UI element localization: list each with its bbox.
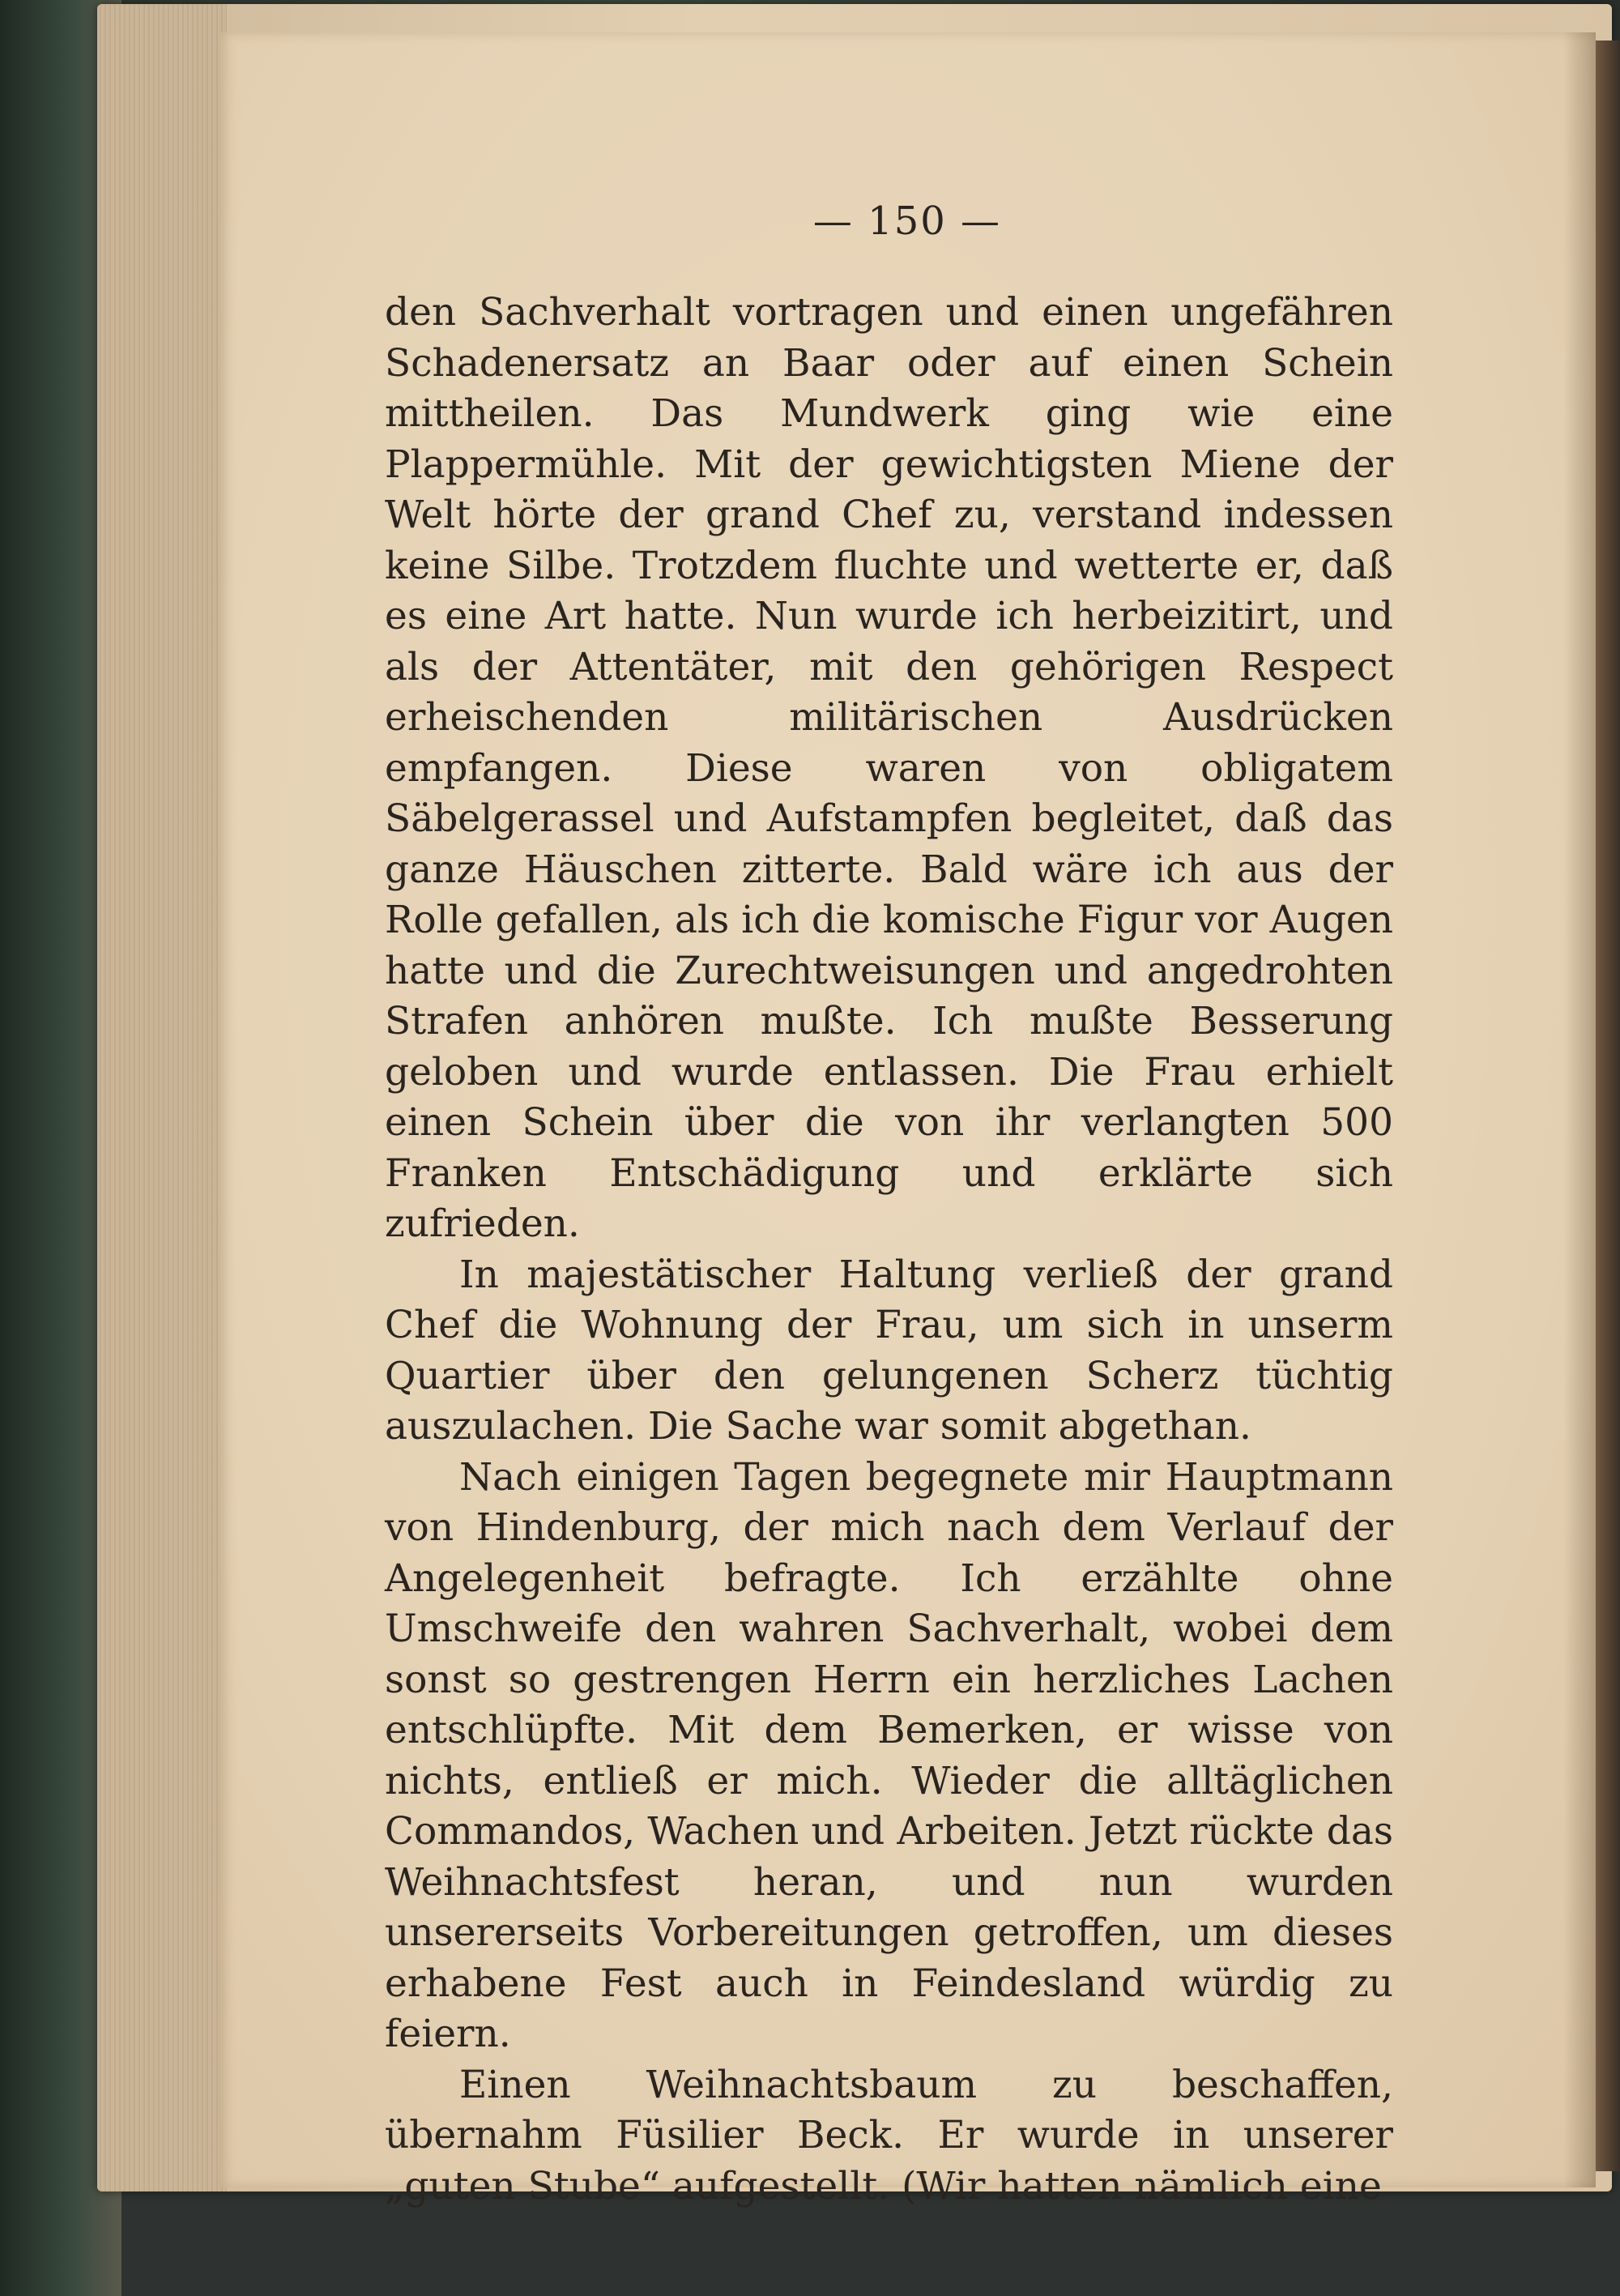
- paragraph-3: Nach einigen Tagen begegnete mir Hauptmann von Hindenburg, der mich nach dem Verlauf der Angelegenheit befragte. Ich erzählte ohne Umschweife den wahren Sachverhalt, wobei dem sonst so gestrengen Herrn ein herzliches Lachen entschlüpfte. Mit dem Bemerken, er wisse von nichts, entließ er mich. Wieder die alltäglichen Commandos, Wachen und Arbeiten. Jetzt rückte das Weihnachtsfest heran, und nun wurden unsererseits Vorbereitungen getroffen, um dieses erhabene Fest auch in Feindesland würdig zu feiern.: [385, 1454, 1393, 2056]
- paragraph-4: Einen Weihnachtsbaum zu beschaffen, übernahm Füsilier Beck. Er wurde in unserer „guten Stube“ aufgestellt. (Wir hatten nämlich eine: [385, 2062, 1393, 2209]
- paragraph-2: In majestätischer Haltung verließ der grand Chef die Wohnung der Frau, um sich in unserm Quartier über den gelungenen Scherz tüchtig auszulachen. Die Sache war somit abgethan.: [385, 1252, 1393, 1449]
- page-text: [385, 288, 1393, 2209]
- paragraph-1: den Sachverhalt vortragen und einen ungefähren Schadenersatz an Baar oder auf einen Schein mittheilen. Das Mundwerk ging wie eine Plappermühle. Mit der gewichtigsten Miene der Welt hörte der grand Chef zu, verstand indessen keine Silbe. Trotzdem fluchte und wetterte er, daß es eine Art hatte. Nun wurde ich herbeizitirt, und als der Attentäter, mit den gehörigen Respect erheischenden militärischen Ausdrücken empfangen. Diese waren von obligatem Säbelgerassel und Aufstampfen begleitet, daß das ganze Häuschen zitterte. Bald wäre ich aus der Rolle gefallen, als ich die komische Figur vor Augen hatte und die Zurechtweisungen und angedrohten Strafen anhören mußte. Ich mußte Besserung geloben und wurde entlassen. Die Frau erhielt einen Schein über die von ihr verlangten 500 Franken Entschädigung und erklärte sich zufrieden.: [385, 290, 1393, 1246]
- page-edges: [97, 4, 227, 2191]
- book-cover-right: [1592, 41, 1620, 2171]
- page-number: — 150 —: [812, 198, 1002, 244]
- gutter-shadow: [1563, 32, 1596, 2187]
